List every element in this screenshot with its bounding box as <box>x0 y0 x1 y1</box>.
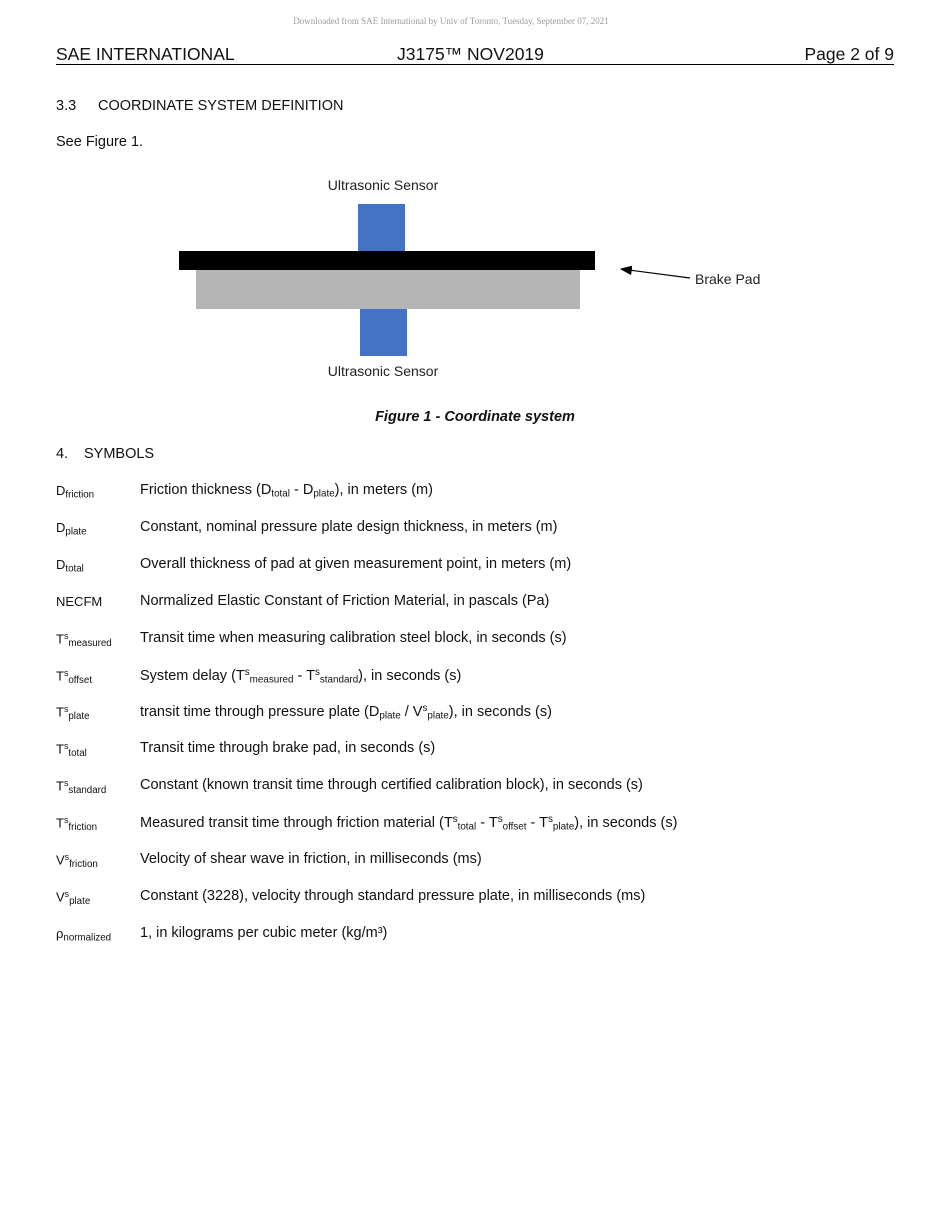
superscript: s <box>497 814 503 826</box>
subscript: total <box>271 488 290 500</box>
symbol-superscript: s <box>63 630 69 641</box>
symbol-subscript: measured <box>68 637 112 649</box>
header-page-number: Page 2 of 9 <box>804 44 894 64</box>
superscript: s <box>548 814 553 826</box>
section-3-3-title: COORDINATE SYSTEM DEFINITION <box>98 98 344 114</box>
symbol-definition: Normalized Elastic Constant of Friction Material, in pascals (Pa) <box>140 592 550 609</box>
symbol-superscript: s <box>63 667 69 678</box>
header-publisher: SAE INTERNATIONAL <box>56 44 235 64</box>
header-document-id: J3175™ NOV2019 <box>397 44 544 64</box>
symbol-definition: Transit time when measuring calibration steel block, in seconds (s) <box>140 629 567 646</box>
symbol-term: $T^s_{plate}$ <box>56 704 90 723</box>
symbol-definition: Velocity of shear wave in friction, in milliseconds (ms) <box>140 851 482 867</box>
superscript: s <box>422 703 428 715</box>
subscript: total <box>457 821 477 833</box>
brake-pad-label: Brake Pad <box>695 271 761 287</box>
symbol-definition: Constant (3228), velocity through standard pressure plate, in milliseconds (ms) <box>140 887 646 904</box>
symbol-superscript: s <box>64 852 70 862</box>
pressure-plate <box>179 251 595 270</box>
page-header <box>56 44 894 65</box>
symbol-definition: Friction thickness $(D_{total} - D_{plate})$, in meters (m) <box>140 482 433 500</box>
symbol-definition: Constant, nominal pressure plate design thickness, in meters (m) <box>140 518 558 535</box>
subscript: measured <box>249 673 294 685</box>
subscript: plate <box>379 710 401 722</box>
symbol-subscript: standard <box>68 785 107 797</box>
symbol-definition: Transit time through brake pad, in seconds (s) <box>140 740 436 757</box>
top-sensor-label: Ultrasonic Sensor <box>327 177 439 193</box>
symbol-definition: 1, in kilograms per cubic meter (kg/m³) <box>140 924 388 941</box>
symbol-definition: Overall thickness of pad at given measurement point, in meters (m) <box>140 555 572 572</box>
symbol-superscript: s <box>63 778 69 789</box>
symbol-term: $V^s_{plate}$ <box>56 888 91 907</box>
symbol-term: $D_{friction}$ <box>56 483 95 501</box>
subscript: plate <box>313 488 335 500</box>
symbol-subscript: friction <box>68 821 98 833</box>
section-4-title: SYMBOLS <box>84 446 155 462</box>
superscript: s <box>452 814 458 826</box>
superscript: s <box>244 666 250 678</box>
symbol-subscript: plate <box>69 895 91 907</box>
superscript: s <box>314 666 320 678</box>
symbol-superscript: s <box>63 815 69 826</box>
symbol-term: $T^s_{measured}$ <box>56 630 112 649</box>
coordinate-system-figure <box>170 170 790 395</box>
friction-material <box>196 270 580 309</box>
symbol-definition: transit time through pressure plate $(D_{plate} / V^s_{plate})$, in seconds (s) <box>140 703 552 722</box>
subscript: standard <box>319 673 359 685</box>
subscript: plate <box>427 710 449 722</box>
section-3-3-number: 3.3 <box>56 98 77 114</box>
symbol-subscript: total <box>68 748 87 760</box>
symbol-term: $T^s_{offset}$ <box>56 667 93 686</box>
symbol-term: $T^s_{friction}$ <box>56 815 98 833</box>
symbol-subscript: plate <box>68 711 90 723</box>
symbol-definition: System delay $(T^s_{measured} - T^s_{standard})$, in seconds (s) <box>140 666 462 685</box>
symbol-superscript: s <box>63 704 69 715</box>
symbol-definition: Measured transit time through friction material $(T^s_{total} - T^s_{offset} - T^s_{plate})$, in seconds (s) <box>140 814 678 833</box>
symbol-subscript: plate <box>65 526 87 538</box>
symbol-subscript: offset <box>68 674 93 686</box>
symbol-term: $D_{plate}$ <box>56 519 87 538</box>
symbol-term: $\rho_{normalized}$ <box>56 925 112 944</box>
symbol-term: NECFM <box>56 593 103 609</box>
subscript: offset <box>502 821 527 833</box>
symbol-term: $V^s_{friction}$ <box>56 852 98 870</box>
download-watermark: Downloaded from SAE International by Univ of Toronto, Tuesday, September 07, 2021 <box>293 16 609 26</box>
symbol-definition: Constant (known transit time through certified calibration block), in seconds (s) <box>140 777 643 794</box>
section-3-3-body: See Figure 1. <box>56 134 144 150</box>
symbol-subscript: normalized <box>63 932 112 944</box>
figure-caption: Figure 1 - Coordinate system <box>375 409 575 425</box>
bottom-sensor-label: Ultrasonic Sensor <box>327 363 439 379</box>
symbol-subscript: friction <box>65 489 95 501</box>
subscript: plate <box>552 821 575 833</box>
brake-pad-arrow <box>621 269 690 278</box>
symbol-term: $D_{total}$ <box>56 556 84 575</box>
symbol-superscript: s <box>64 888 70 899</box>
symbol-term: $T^s_{total}$ <box>56 741 87 760</box>
symbol-subscript: friction <box>69 858 98 870</box>
symbol-superscript: s <box>63 741 69 752</box>
bottom-ultrasonic-sensor <box>360 309 407 356</box>
symbol-term: $T^s_{standard}$ <box>56 778 107 797</box>
section-4-number: 4. <box>56 446 69 462</box>
symbol-subscript: total <box>65 563 84 575</box>
top-ultrasonic-sensor <box>358 204 405 252</box>
